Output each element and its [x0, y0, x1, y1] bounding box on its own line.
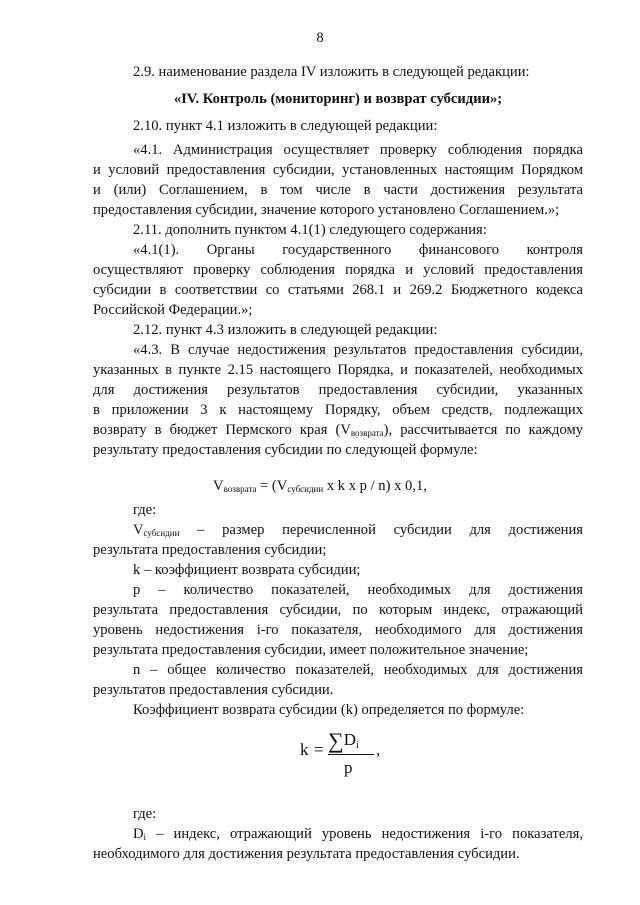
text-fragment: D [133, 826, 144, 842]
paragraph-line: Коэффициент возврата субсидии (k) определяется по формуле: [133, 702, 525, 718]
paragraph-line: Российской Федерации.»; [93, 302, 253, 318]
paragraph-line: «4.1. Администрация осуществляет проверку соблюдения порядка [133, 142, 583, 158]
paragraph-line: где: [133, 806, 157, 822]
paragraph-line: осуществляют проверку соблюдения порядка и условий предоставления [93, 262, 583, 278]
return-volume-formula [0, 476, 640, 499]
formula-equals: = [314, 740, 324, 759]
paragraph-line: 2.12. пункт 4.3 изложить в следующей редакции: [133, 322, 438, 338]
text-fragment: ), рассчитывается по каждому [383, 422, 583, 438]
paragraph-line [93, 420, 583, 440]
paragraph-line: p – количество показателей, необходимых для достижения [133, 582, 583, 598]
paragraph-line: «4.3. В случае недостижения результатов предоставления субсидии, [133, 342, 583, 358]
page-number: 8 [316, 30, 324, 46]
formula-denominator: p [344, 758, 353, 777]
subscript: i [355, 740, 359, 751]
text-fragment: x k x p / n) x 0,1, [323, 478, 427, 494]
section-heading: «IV. Контроль (мониторинг) и возврат субсидии»; [173, 91, 503, 107]
paragraph-line: 2.10. пункт 4.1 изложить в следующей редакции: [133, 118, 438, 134]
text-fragment: возврату в бюджет Пермского края (V [93, 422, 351, 438]
paragraph-line: необходимого для достижения результата предоставления субсидии. [93, 846, 520, 862]
paragraph-line: для достижения результатов предоставления субсидии, указанных [93, 382, 583, 398]
paragraph-line: результата предоставления субсидии; [93, 542, 327, 558]
paragraph-line: предоставления субсидии, значение которого установлено Соглашением.»; [93, 202, 560, 218]
paragraph-line: где: [133, 502, 157, 518]
paragraph-line [133, 520, 583, 540]
paragraph-line: в приложении 3 к настоящему Порядку, объем средств, подлежащих [93, 402, 583, 418]
paragraph-line: результата предоставления субсидии, по которым индекс, отражающий [93, 602, 583, 618]
fraction-bar [328, 754, 374, 755]
formula-variable: k [300, 740, 309, 759]
paragraph-line: и (или) Соглашением, в том числе в части достижения результата [93, 182, 583, 198]
subscript: субсидии [143, 528, 180, 538]
text-fragment: V [133, 522, 144, 538]
paragraph-line: n – общее количество показателей, необходимых для достижения [133, 662, 583, 678]
paragraph-line: результата предоставления субсидии, имеет положительное значение; [93, 642, 529, 658]
paragraph-line: и условий предоставления субсидии, установленных настоящим Порядком [93, 162, 583, 178]
text-fragment: – индекс, отражающий уровень недостижения i-го показателя, [146, 826, 583, 842]
sum-symbol: ∑ [328, 728, 344, 753]
paragraph-line: результату предоставления субсидии по следующей формуле: [93, 442, 478, 458]
formula-comma: , [376, 740, 381, 759]
text-fragment: V [213, 478, 224, 494]
formula-numerator [328, 728, 359, 754]
text-fragment: = (V [256, 478, 288, 494]
subscript: i [143, 832, 147, 842]
paragraph-line: «4.1(1). Органы государственного финансового контроля [133, 242, 583, 258]
paragraph-line: 2.11. дополнить пунктом 4.1(1) следующего содержания: [133, 222, 487, 238]
text-fragment: – размер перечисленной субсидии для достижения [179, 522, 583, 538]
paragraph-line: k – коэффициент возврата субсидии; [133, 562, 361, 578]
paragraph-line: результатов предоставления субсидии. [93, 682, 334, 698]
subscript: возврата [350, 428, 384, 438]
paragraph-line: уровень недостижения i-го показателя, необходимого для достижения [93, 622, 583, 638]
formula-variable: D [343, 730, 356, 749]
subscript: возврата [223, 484, 257, 494]
subscript: субсидии [287, 484, 324, 494]
paragraph-line [133, 824, 583, 844]
paragraph-line: указанных в пункте 2.15 настоящего Порядка, и показателей, необходимых [93, 362, 583, 378]
coefficient-formula [300, 728, 420, 788]
paragraph-line: 2.9. наименование раздела IV изложить в следующей редакции: [133, 64, 530, 80]
paragraph-line: субсидии в соответствии со статьями 268.1 и 269.2 Бюджетного кодекса [93, 282, 583, 298]
